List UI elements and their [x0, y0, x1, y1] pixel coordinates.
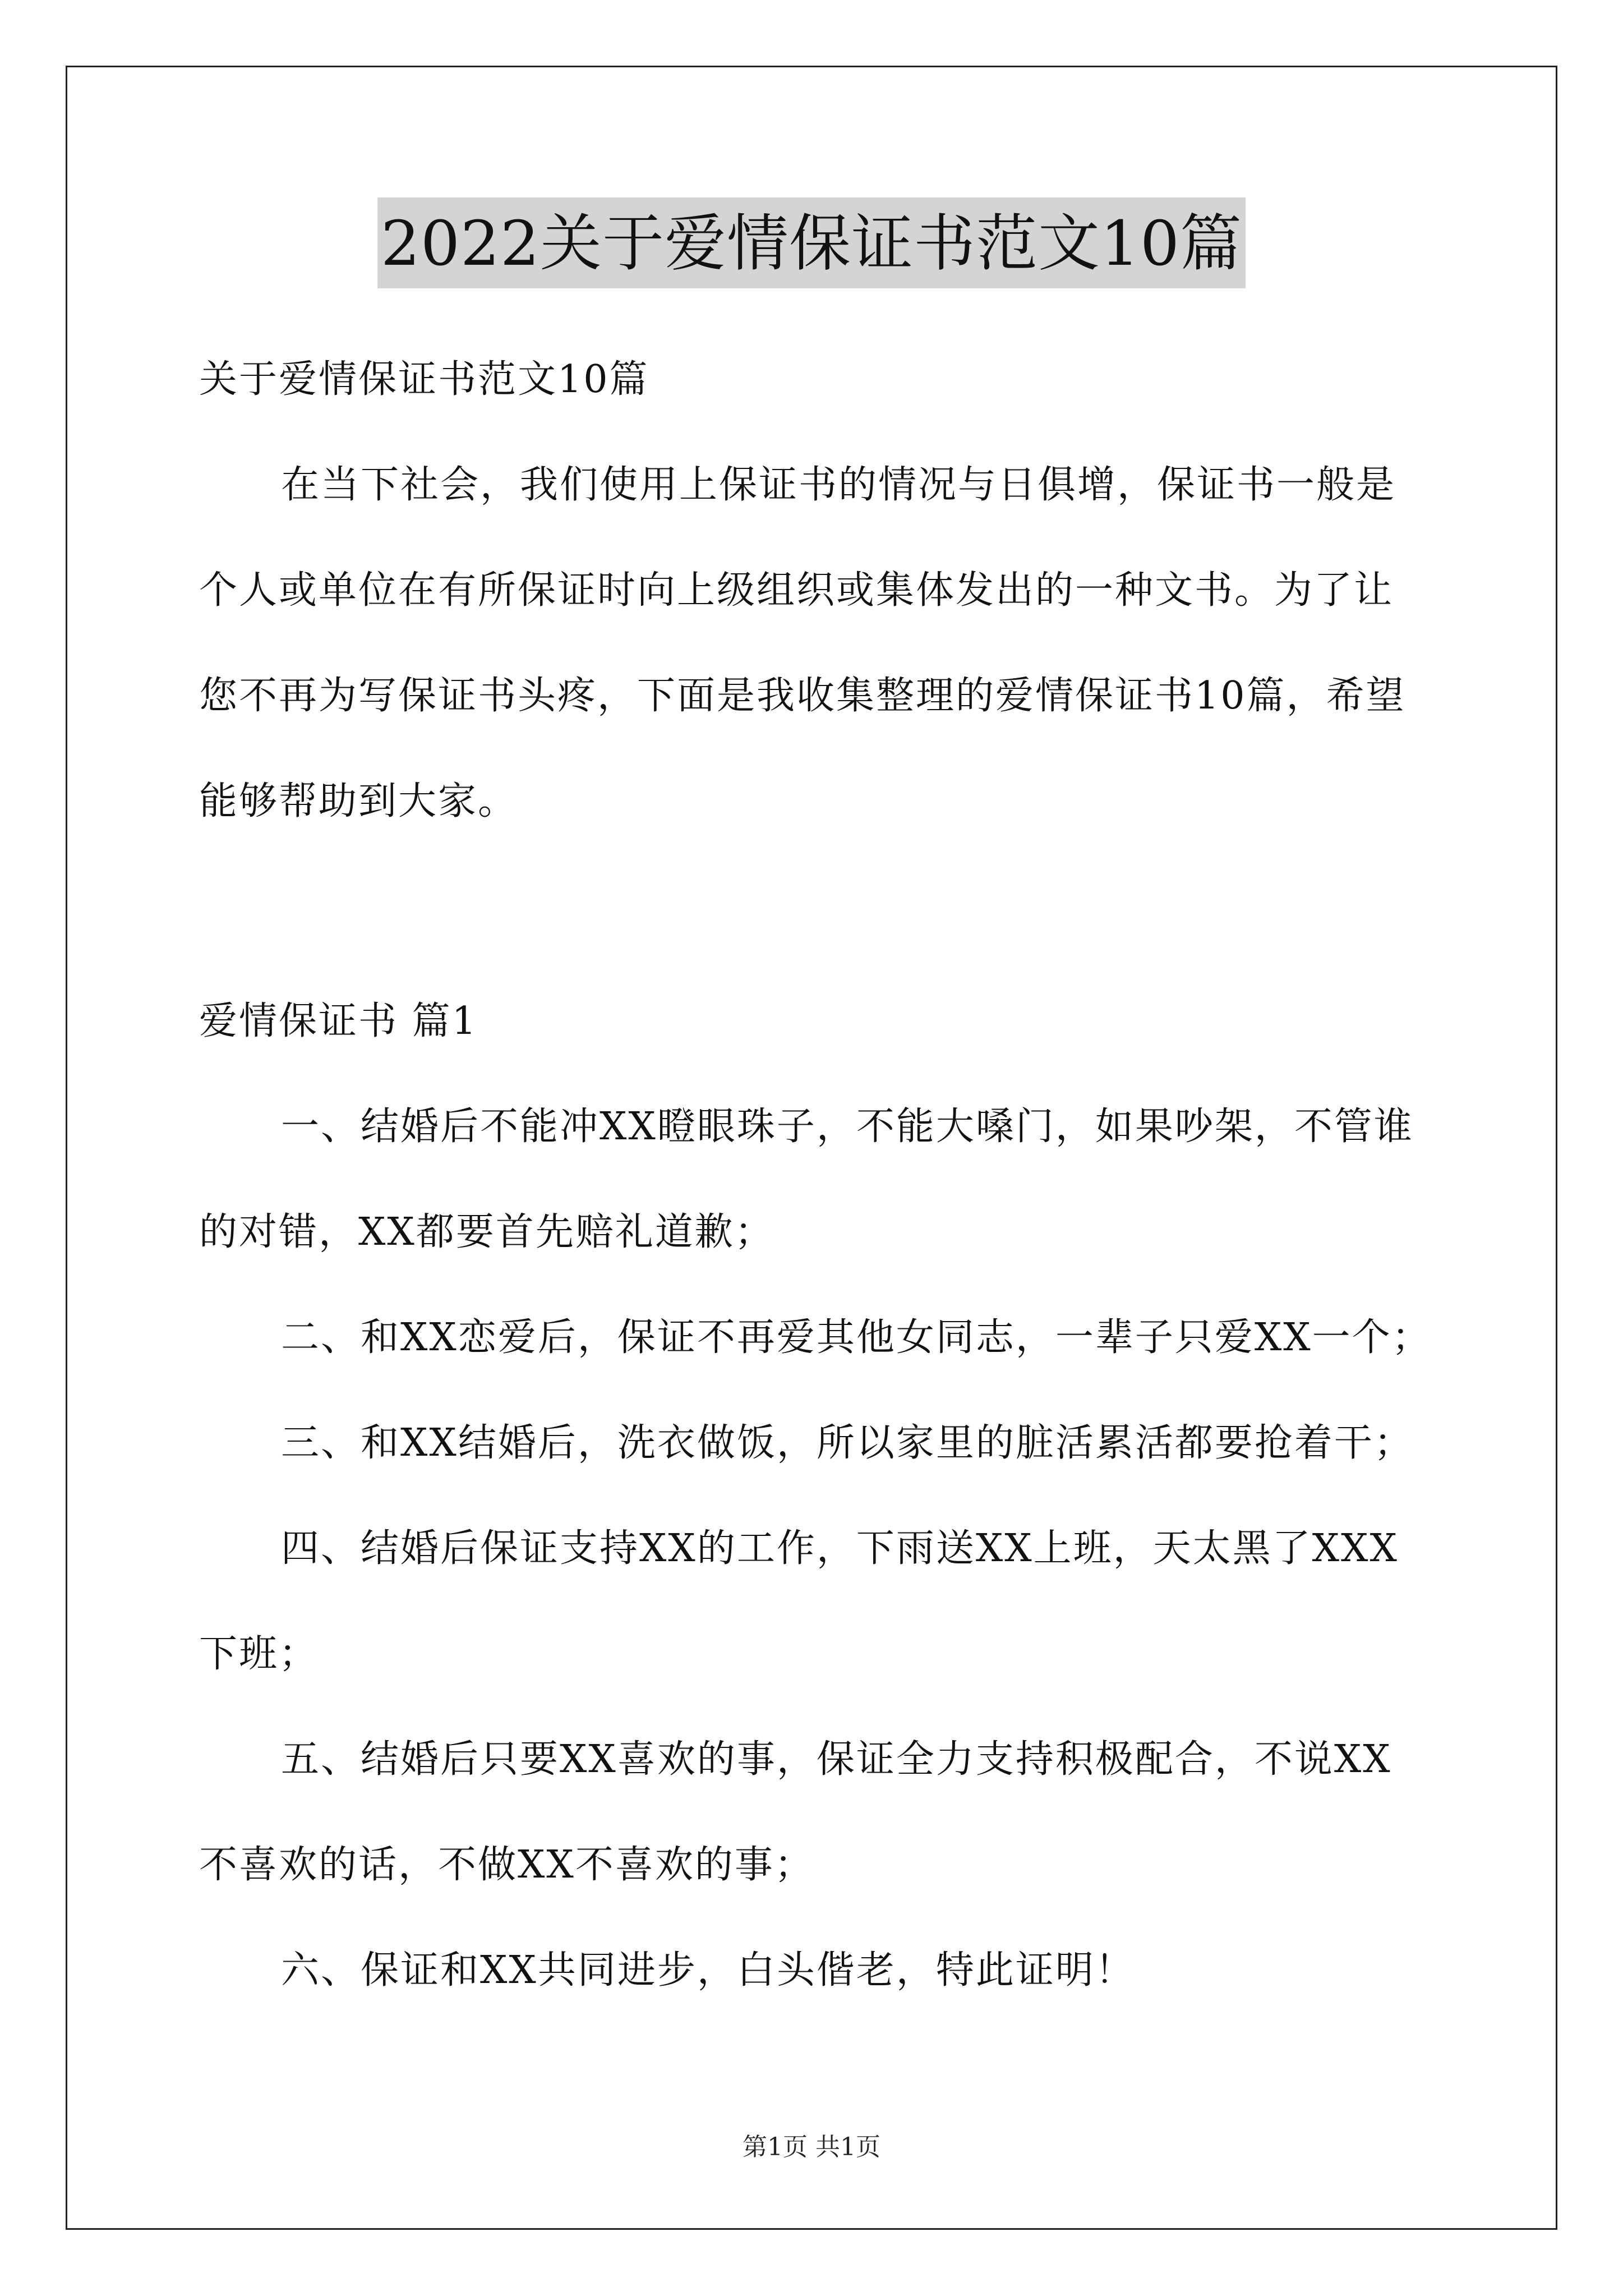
body-line: 六、保证和XX共同进步，白头偕老，特此证明！: [281, 1948, 1135, 1993]
intro-line: 能够帮助到大家。: [199, 779, 518, 823]
body-line: 一、结婚后不能冲XX瞪眼珠子，不能大嗓门，如果吵架，不管谁: [281, 1105, 1414, 1149]
body-line: 三、和XX结婚后，洗衣做饭，所以家里的脏活累活都要抢着干；: [281, 1421, 1414, 1465]
intro-line: 您不再为写保证书头疼，下面是我收集整理的爱情保证书10篇，希望: [199, 674, 1406, 718]
document-title: 2022关于爱情保证书范文10篇: [377, 197, 1246, 288]
intro-line: 个人或单位在有所保证时向上级组织或集体发出的一种文书。为了让: [199, 568, 1394, 613]
body-line: 不喜欢的话，不做XX不喜欢的事；: [199, 1843, 814, 1887]
body-line: 下班；: [199, 1632, 319, 1676]
body-line: 五、结婚后只要XX喜欢的事，保证全力支持积极配合，不说XX: [281, 1737, 1392, 1782]
document-subtitle: 关于爱情保证书范文10篇: [199, 357, 649, 402]
title-container: [0, 197, 1623, 288]
page-footer: 第1页 共1页: [743, 2133, 880, 2161]
body-line: 的对错，XX都要首先赔礼道歉；: [199, 1210, 774, 1254]
intro-line: 在当下社会，我们使用上保证书的情况与日俱增，保证书一般是: [281, 463, 1396, 507]
body-line: 四、结婚后保证支持XX的工作，下雨送XX上班，天太黑了XXX: [281, 1526, 1399, 1571]
body-line: 二、和XX恋爱后，保证不再爱其他女同志，一辈子只爱XX一个；: [281, 1315, 1432, 1360]
section-heading: 爱情保证书 篇1: [199, 999, 478, 1043]
